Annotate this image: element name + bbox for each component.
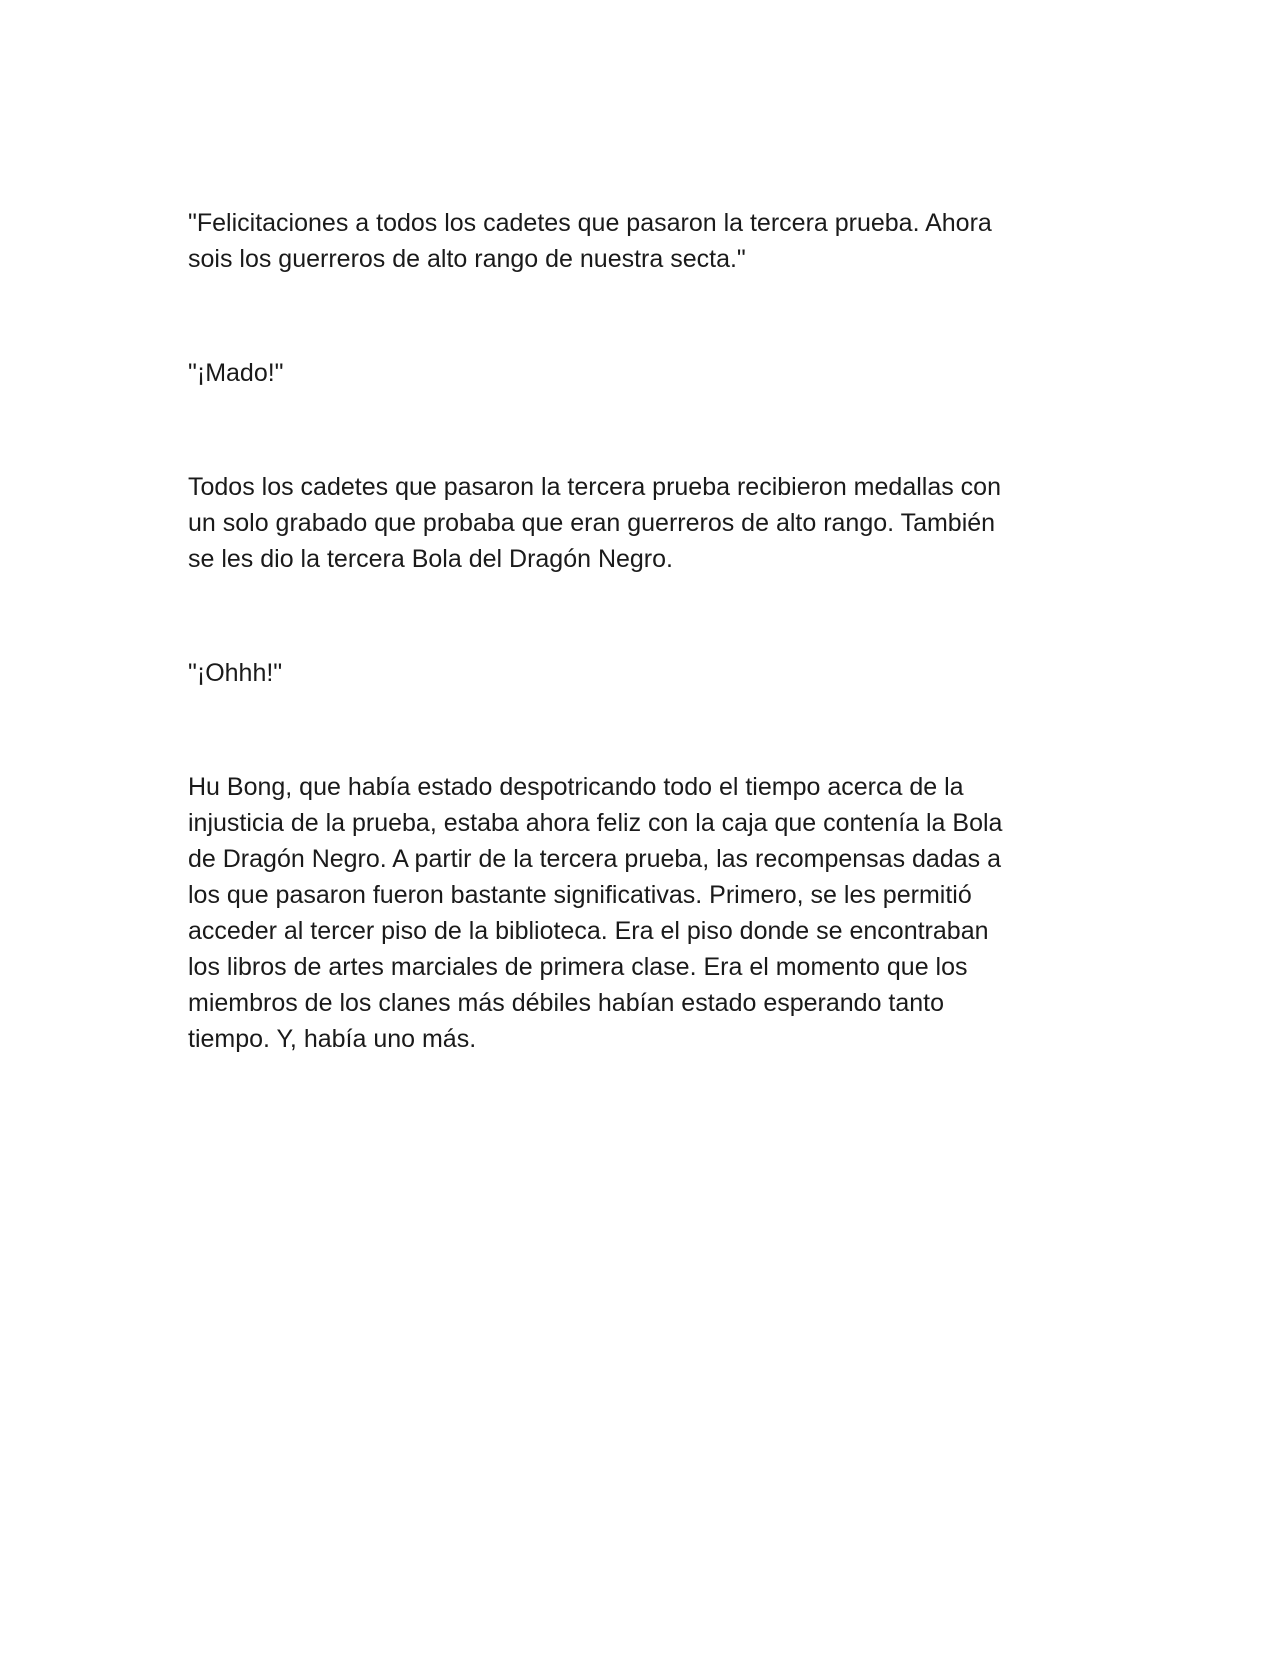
paragraph-gap — [188, 577, 1088, 655]
paragraph-gap — [188, 277, 1088, 355]
paragraph-ohhh: "¡Ohhh!" — [188, 659, 283, 687]
paragraph-mado: "¡Mado!" — [188, 359, 284, 387]
paragraph-gap — [188, 391, 1088, 469]
document-body — [188, 205, 1088, 1057]
paragraph-gap — [188, 691, 1088, 769]
paragraph-announcement: "Felicitaciones a todos los cadetes que pasaron la tercera prueba. Ahora sois los guerreros de alto rango de nuestra secta." — [188, 209, 992, 273]
paragraph-hu-bong: Hu Bong, que había estado despotricando todo el tiempo acerca de la injusticia de la prueba, estaba ahora feliz con la caja que contenía la Bola de Dragón Negro. A partir de la tercera prueba, las recompensas dadas a los que pasaron fueron bastante significativas. Primero, se les permitió acceder al tercer piso de la biblioteca. Era el piso donde se encontraban los libros de artes marciales de primera clase. Era el momento que los miembros de los clanes más débiles habían estado esperando tanto tiempo. Y, había uno más. — [188, 773, 1003, 1053]
paragraph-medals: Todos los cadetes que pasaron la tercera prueba recibieron medallas con un solo grabado que probaba que eran guerreros de alto rango. También se les dio la tercera Bola del Dragón Negro. — [188, 473, 1001, 573]
